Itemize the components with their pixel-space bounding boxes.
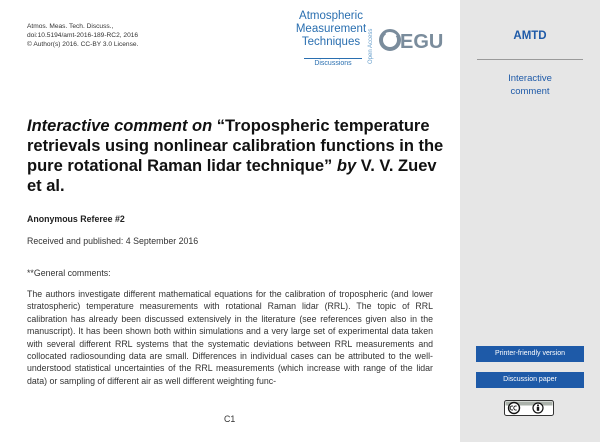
sidebar-journal-title[interactable]: AMTD [513, 30, 547, 42]
egu-mark-text: EGU [400, 31, 444, 53]
title-prefix: Interactive comment on [27, 117, 213, 135]
interactive-comment-label [460, 72, 600, 98]
open-access-label [368, 16, 378, 66]
journal-name-line3: Techniques [301, 36, 361, 48]
received-date: Received and published: 4 September 2016 [27, 236, 199, 246]
page-number: C1 [224, 414, 236, 424]
discussion-paper-button[interactable]: Discussion paper [476, 372, 584, 388]
discussions-label: Discussions [304, 58, 362, 67]
cc-by-license-icon[interactable] [504, 400, 554, 416]
journal-name-line2: Measurement [295, 23, 367, 35]
title-authors: V. V. Zuev et al. [27, 157, 437, 195]
comment-body: The authors investigate different mathematical equations for the calibration of tropospheric (and lower stratospheric) temperature measurements with rotational Raman lidar (RRL). The topic of RRL calibration has already been discussed extensively in the literature (see references given also in the manuscript). It has been shown both within simulations and a very large set of experimental data taken with several different RRL systems that the systematic deviations between RRL measurements and collocated radiosounding data are small. Differences in individual cases can be attributed to the well-understood statistical uncertainties of the RRL measurements (which increase with range of the lidar data) or sampling of different air as well different weighting func- [27, 289, 433, 386]
title-main: “Tropospheric temperature retrievals using nonlinear calibration functions in the pure rotational Raman lidar technique” [27, 117, 444, 175]
journal-name [292, 10, 370, 49]
general-comments-heading: **General comments: [27, 268, 111, 278]
sidebar-divider [477, 59, 583, 60]
interactive-label-line2: comment [510, 86, 550, 97]
journal-logo [292, 10, 442, 68]
sidebar [460, 0, 600, 442]
copyright-line: © Author(s) 2016. CC-BY 3.0 License. [27, 41, 139, 48]
open-access-text: Open Access [368, 28, 374, 64]
journal-name-line1: Atmospheric [299, 10, 363, 22]
journal-line: Atmos. Meas. Tech. Discuss., [27, 23, 114, 30]
interactive-label-line1: Interactive [508, 73, 552, 84]
title-by: by [336, 157, 357, 175]
doi-line: doi:10.5194/amt-2016-189-RC2, 2016 [27, 32, 139, 39]
printer-friendly-button[interactable]: Printer-friendly version [476, 346, 584, 362]
egu-logo-icon [380, 18, 444, 62]
citation-info [27, 22, 138, 49]
referee-name: Anonymous Referee #2 [27, 214, 125, 224]
comment-title [27, 116, 447, 196]
